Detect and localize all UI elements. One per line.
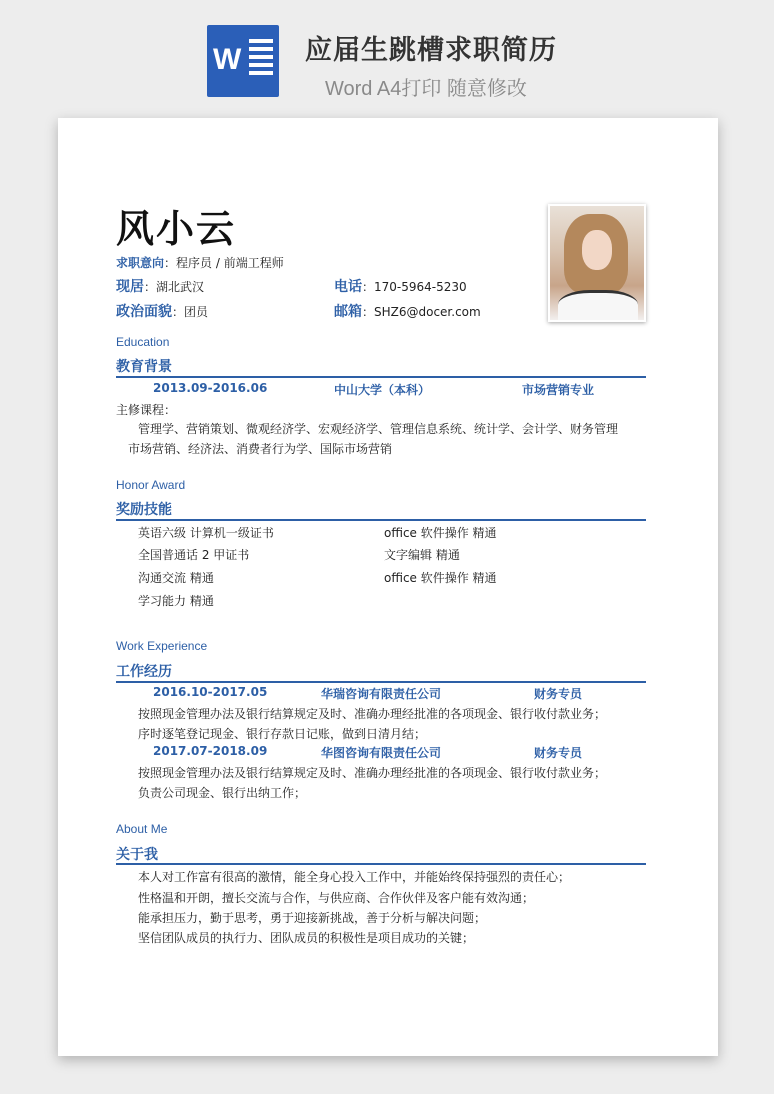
political-status xyxy=(116,301,208,321)
location-value: ：湖北武汉 xyxy=(144,280,205,294)
banner-title: 应届生跳槽求职简历 xyxy=(305,35,557,66)
job-2-position: 财务专员 xyxy=(534,746,583,760)
honors-heading: 奖励技能 xyxy=(116,502,172,518)
about-line-3: 能承担压力，勤于思考，勇于迎接新挑战，善于分析与解决问题； xyxy=(138,911,487,925)
work-heading: 工作经历 xyxy=(116,664,172,680)
education-heading-en: Education xyxy=(116,335,170,349)
political-status-value: ：团员 xyxy=(172,305,209,319)
honor-right-2: 文字编辑 精通 xyxy=(384,548,460,562)
job-2-line-1: 按照现金管理办法及银行结算规定及时、准确办理经批准的各项现金、银行收付款业务； xyxy=(138,766,607,780)
word-icon xyxy=(207,25,279,97)
education-heading: 教育背景 xyxy=(116,359,172,375)
job-1-line-2: 序时逐笔登记现金、银行存款日记账，做到日清月结； xyxy=(138,727,427,741)
email-value: ：SHZ6@docer.com xyxy=(362,305,481,319)
courses-label: 主修课程： xyxy=(116,403,177,417)
about-heading-en: About Me xyxy=(116,822,168,836)
about-line-4: 坚信团队成员的执行力、团队成员的积极性是项目成功的关键； xyxy=(138,931,475,945)
job-2-company: 华图咨询有限责任公司 xyxy=(321,746,442,760)
education-major: 市场营销专业 xyxy=(522,383,595,397)
location-label: 现居 xyxy=(116,279,144,295)
banner-subtitle: Word A4打印 随意修改 xyxy=(325,78,527,100)
job-intent-value: ：程序员 / 前端工程师 xyxy=(164,256,284,270)
honors-heading-en: Honor Award xyxy=(116,478,186,492)
email xyxy=(334,301,481,321)
work-divider xyxy=(116,681,646,683)
job-2-line-2: 负责公司现金、银行出纳工作； xyxy=(138,786,307,800)
job-1-period: 2016.10-2017.05 xyxy=(153,685,268,699)
phone xyxy=(334,276,467,296)
job-intent-label: 求职意向 xyxy=(116,256,165,270)
phone-label: 电话 xyxy=(334,279,362,295)
honor-left-2: 全国普通话 2 甲证书 xyxy=(138,548,250,562)
word-icon-letter: W xyxy=(213,43,242,76)
work-heading-en: Work Experience xyxy=(116,639,208,653)
about-line-1: 本人对工作富有很高的激情，能全身心投入工作中，并能始终保持强烈的责任心； xyxy=(138,870,571,884)
location xyxy=(116,276,204,296)
honor-right-3: office 软件操作 精通 xyxy=(384,571,497,585)
phone-value: ：170-5964-5230 xyxy=(362,280,467,294)
job-intent xyxy=(116,254,284,271)
education-school: 中山大学（本科） xyxy=(334,383,431,397)
job-1-line-1: 按照现金管理办法及银行结算规定及时、准确办理经批准的各项现金、银行收付款业务； xyxy=(138,707,607,721)
word-icon-lines xyxy=(249,39,273,79)
resume-page xyxy=(58,118,718,1056)
candidate-name: 风小云 xyxy=(116,207,237,251)
job-1-company: 华瑞咨询有限责任公司 xyxy=(321,687,442,701)
banner xyxy=(0,0,774,118)
education-divider xyxy=(116,376,646,378)
about-line-2: 性格温和开朗，擅长交流与合作，与供应商、合作伙伴及客户能有效沟通； xyxy=(138,891,535,905)
honor-left-1: 英语六级 计算机一级证书 xyxy=(138,526,274,540)
about-heading: 关于我 xyxy=(116,847,158,863)
honor-left-3: 沟通交流 精通 xyxy=(138,571,214,585)
education-period: 2013.09-2016.06 xyxy=(153,381,268,395)
honor-right-1: office 软件操作 精通 xyxy=(384,526,497,540)
political-status-label: 政治面貌 xyxy=(116,304,172,320)
courses-line-2: 市场营销、经济法、消费者行为学、国际市场营销 xyxy=(128,442,393,456)
job-1-position: 财务专员 xyxy=(534,687,583,701)
email-label: 邮箱 xyxy=(334,304,362,320)
honors-divider xyxy=(116,519,646,521)
courses-line-1: 管理学、营销策划、微观经济学、宏观经济学、管理信息系统、统计学、会计学、财务管理 xyxy=(138,422,619,436)
job-2-period: 2017.07-2018.09 xyxy=(153,744,268,758)
honor-left-4: 学习能力 精通 xyxy=(138,594,214,608)
about-divider xyxy=(116,863,646,865)
profile-photo xyxy=(548,204,646,322)
